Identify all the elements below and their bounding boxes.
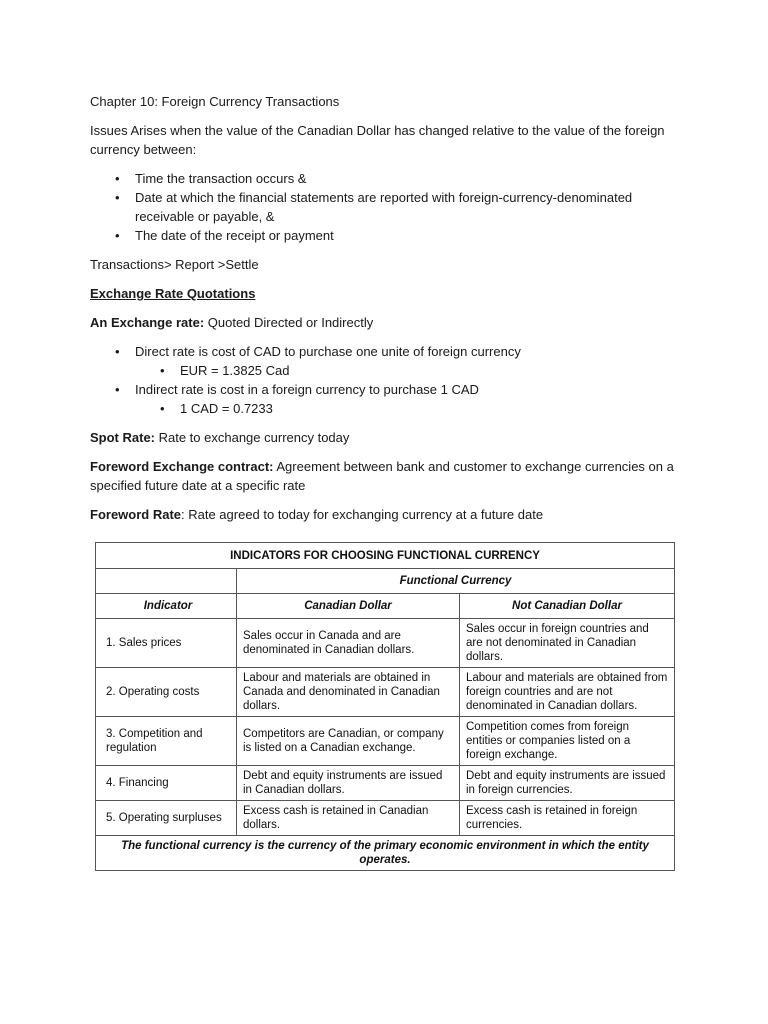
term-text: Quoted Directed or Indirectly — [204, 315, 374, 330]
table-row — [96, 766, 675, 801]
spot-rate-definition — [90, 428, 680, 447]
list-item: • The date of the receipt or payment — [90, 226, 680, 245]
not-cad-cell: Debt and equity instruments are issued in foreign currencies. — [460, 766, 675, 801]
issues-list — [90, 169, 680, 245]
forward-contract-definition — [90, 457, 680, 495]
indicator-cell: 4. Financing — [96, 766, 237, 801]
sub-list — [135, 399, 680, 418]
term-label: Spot Rate: — [90, 430, 155, 445]
rate-types-list — [90, 342, 680, 418]
not-cad-cell: Excess cash is retained in foreign currencies. — [460, 801, 675, 836]
transaction-flow: Transactions> Report >Settle — [90, 257, 259, 272]
indicators-table — [95, 542, 675, 871]
group-header: Functional Currency — [237, 569, 675, 594]
direct-rate-example: • EUR = 1.3825 Cad — [135, 361, 680, 380]
group-header-row — [96, 569, 675, 594]
indirect-rate-example: • 1 CAD = 0.7233 — [135, 399, 680, 418]
term-text: Agreement between bank and customer to exchange currencies on a specified future date at a specific rate — [90, 459, 674, 493]
list-item: • Time the transaction occurs & — [90, 169, 680, 188]
not-cad-cell: Competition comes from foreign entities or companies listed on a foreign exchange. — [460, 717, 675, 766]
not-cad-cell: Sales occur in foreign countries and are not denominated in Canadian dollars. — [460, 619, 675, 668]
cad-cell: Labour and materials are obtained in Canada and denominated in Canadian dollars. — [237, 668, 460, 717]
term-label: An Exchange rate: — [90, 315, 205, 330]
cad-cell: Debt and equity instruments are issued in Canadian dollars. — [237, 766, 460, 801]
table-row — [96, 801, 675, 836]
term-text: Rate to exchange currency today — [155, 430, 350, 445]
term-label: Foreword Exchange contract: — [90, 459, 274, 474]
sub-list — [135, 361, 680, 380]
indirect-rate-text: Indirect rate is cost in a foreign currency to purchase 1 CAD — [135, 382, 479, 397]
indicator-cell: 2. Operating costs — [96, 668, 237, 717]
list-item — [90, 342, 680, 380]
table-row — [96, 668, 675, 717]
forward-rate-definition — [90, 505, 680, 524]
column-header-row — [96, 594, 675, 619]
indicator-cell: 1. Sales prices — [96, 619, 237, 668]
table-row — [96, 717, 675, 766]
table-title-row — [96, 543, 675, 569]
indicator-cell: 5. Operating surpluses — [96, 801, 237, 836]
section-heading: Exchange Rate Quotations — [90, 286, 256, 301]
column-header-cad: Canadian Dollar — [237, 594, 460, 619]
cad-cell: Sales occur in Canada and are denominated in Canadian dollars. — [237, 619, 460, 668]
cad-cell: Excess cash is retained in Canadian dollars. — [237, 801, 460, 836]
list-item — [90, 380, 680, 418]
table-footer-row — [96, 836, 675, 871]
direct-rate-text: Direct rate is cost of CAD to purchase one unite of foreign currency — [135, 344, 521, 359]
table-footer: The functional currency is the currency of the primary economic environment in which the entity operates. — [96, 836, 675, 871]
term-text: : Rate agreed to today for exchanging currency at a future date — [181, 507, 544, 522]
cad-cell: Competitors are Canadian, or company is listed on a Canadian exchange. — [237, 717, 460, 766]
table-title: INDICATORS FOR CHOOSING FUNCTIONAL CURRENCY — [96, 543, 675, 569]
indicator-cell: 3. Competition and regulation — [96, 717, 237, 766]
not-cad-cell: Labour and materials are obtained from foreign countries and are not denominated in Canadian dollars. — [460, 668, 675, 717]
document-body — [90, 92, 680, 534]
exchange-rate-definition — [90, 313, 680, 332]
table-row — [96, 619, 675, 668]
column-header-not-cad: Not Canadian Dollar — [460, 594, 675, 619]
column-header-indicator: Indicator — [96, 594, 237, 619]
term-label: Foreword Rate — [90, 507, 182, 522]
list-item: • Date at which the financial statements are reported with foreign-currency-denominated receivable or payable, & — [90, 188, 680, 226]
intro-paragraph: Issues Arises when the value of the Canadian Dollar has changed relative to the value of the foreign currency between: — [90, 123, 665, 157]
empty-cell — [96, 569, 237, 594]
chapter-title: Chapter 10: Foreign Currency Transactions — [90, 94, 340, 109]
